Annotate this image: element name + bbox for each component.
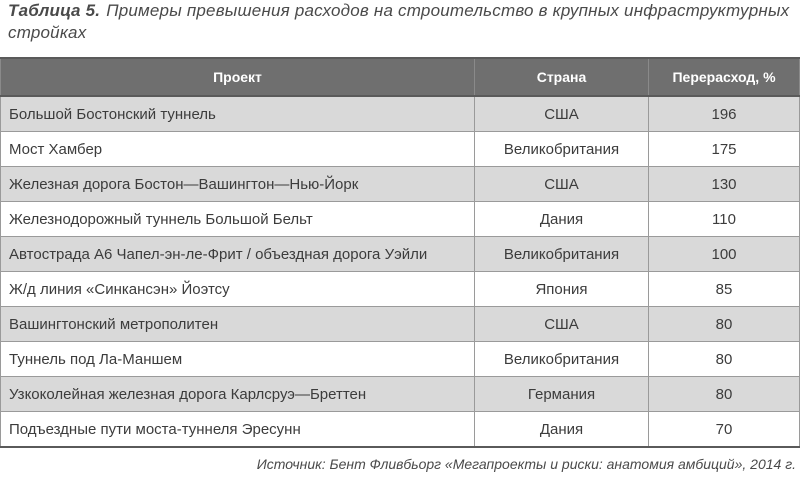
cell-country: Великобритания (475, 132, 649, 167)
cell-overrun: 80 (649, 307, 800, 342)
cell-project: Мост Хамбер (1, 132, 475, 167)
cell-country: США (475, 96, 649, 132)
table-header-row (1, 58, 800, 96)
cell-country: Великобритания (475, 342, 649, 377)
cell-country: Великобритания (475, 237, 649, 272)
cell-project: Автострада А6 Чапел-эн-ле-Фрит / объездная дорога Уэйли (1, 237, 475, 272)
table-caption-label: Таблица 5. (8, 1, 101, 20)
table-row (1, 307, 800, 342)
cell-project: Железная дорога Бостон—Вашингтон—Нью-Йорк (1, 167, 475, 202)
table-row (1, 96, 800, 132)
cell-overrun: 100 (649, 237, 800, 272)
cell-country: Дания (475, 202, 649, 237)
cell-overrun: 80 (649, 342, 800, 377)
header-overrun: Перерасход, % (649, 58, 800, 96)
cell-country: США (475, 167, 649, 202)
header-country: Страна (475, 58, 649, 96)
table-row (1, 167, 800, 202)
cell-country: Дания (475, 412, 649, 448)
overrun-table (0, 57, 800, 448)
cell-project: Узкоколейная железная дорога Карлсруэ—Бреттен (1, 377, 475, 412)
cell-overrun: 196 (649, 96, 800, 132)
cell-project: Ж/д линия «Синкансэн» Йоэтсу (1, 272, 475, 307)
table-row (1, 272, 800, 307)
table-row (1, 202, 800, 237)
cell-project: Железнодорожный туннель Большой Бельт (1, 202, 475, 237)
cell-project: Подъездные пути моста-туннеля Эресунн (1, 412, 475, 448)
cell-project: Вашингтонский метрополитен (1, 307, 475, 342)
cell-project: Большой Бостонский туннель (1, 96, 475, 132)
table-row (1, 132, 800, 167)
cell-overrun: 175 (649, 132, 800, 167)
table-row (1, 377, 800, 412)
table-caption (8, 0, 798, 44)
cell-overrun: 85 (649, 272, 800, 307)
cell-project: Туннель под Ла-Маншем (1, 342, 475, 377)
cell-overrun: 80 (649, 377, 800, 412)
cell-country: Япония (475, 272, 649, 307)
table-row (1, 237, 800, 272)
table-row (1, 412, 800, 448)
cell-country: Германия (475, 377, 649, 412)
cell-overrun: 70 (649, 412, 800, 448)
table-caption-text: Примеры превышения расходов на строительство в крупных инфраструктурных стройках (8, 1, 790, 42)
cell-overrun: 110 (649, 202, 800, 237)
cell-overrun: 130 (649, 167, 800, 202)
source-note: Источник: Бент Фливбьорг «Мегапроекты и риски: анатомия амбиций», 2014 г. (256, 456, 796, 472)
cell-country: США (475, 307, 649, 342)
header-project: Проект (1, 58, 475, 96)
table-row (1, 342, 800, 377)
